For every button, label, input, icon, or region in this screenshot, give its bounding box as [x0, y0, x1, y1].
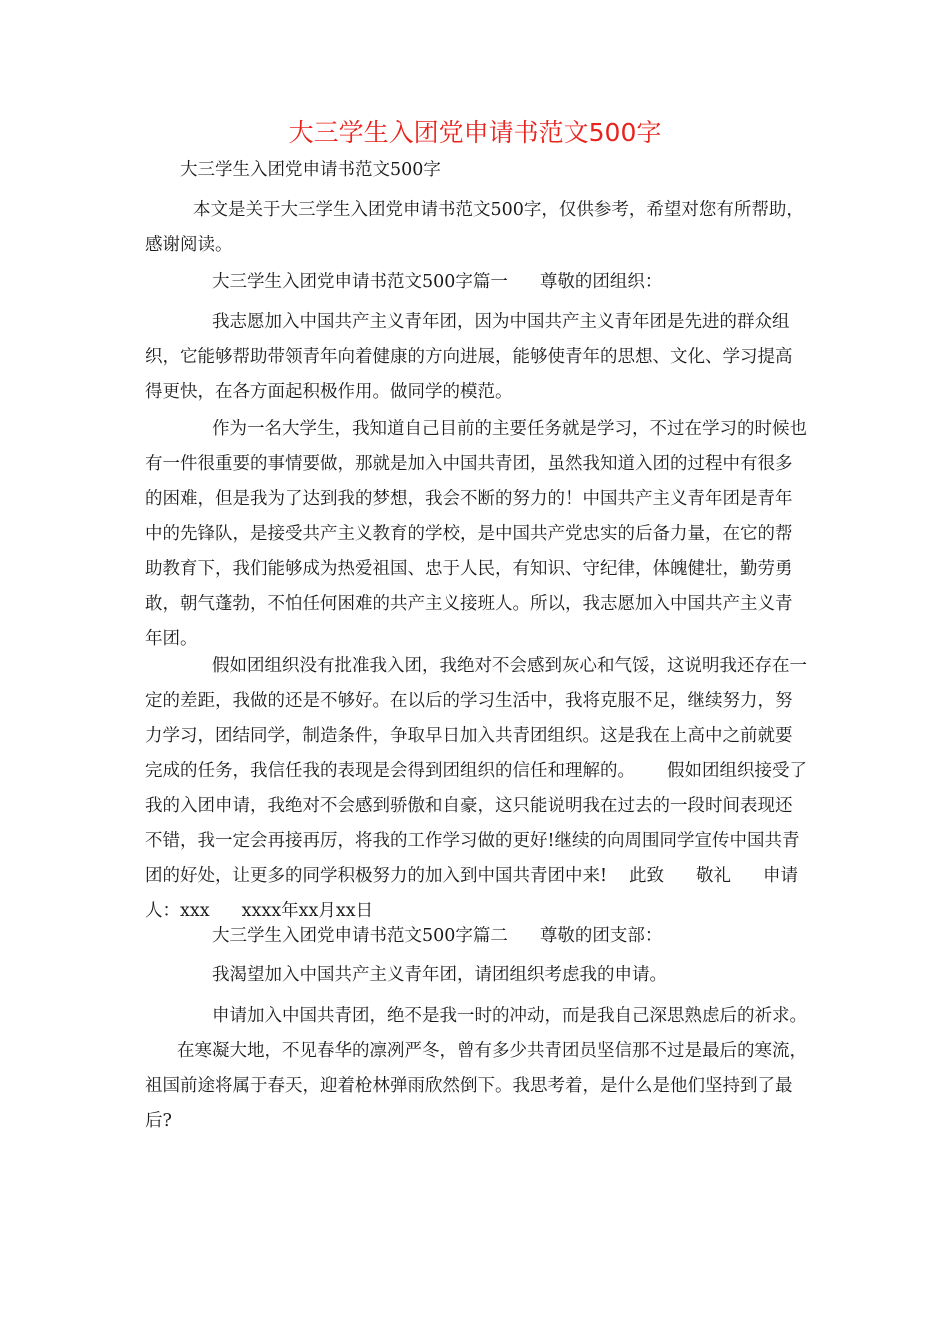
section2-paragraph-2a: 申请加入中国共青团，绝不是我一时的冲动，而是我自己深思熟虑后的祈求。: [212, 1006, 807, 1026]
section2-heading: 大三学生入团党申请书范文500字篇二: [212, 926, 508, 946]
section1-paragraph-3a: 假如团组织没有批准我入团，我绝对不会感到灰心和气馁，这说明我还存在一定的差距，我做的还是不够好。在以后的学习生活中，我将克服不足，继续努力，努力学习，团结同学，制造条件，争取早日加入共青团组织。这是我在上高中之前就要完成的任务，我信任我的表现是会得到团组织的信任和理解的。: [145, 656, 807, 781]
section1-heading: 大三学生入团党申请书范文500字篇一: [212, 272, 508, 292]
applicant: 申请人：xxx: [145, 866, 799, 921]
date: xxxx年xx月xx日: [241, 901, 374, 921]
section1-paragraph-3: [145, 649, 808, 929]
document-subtitle: 大三学生入团党申请书范文500字: [180, 160, 441, 180]
closing-2: 敬礼: [696, 866, 732, 886]
section2-paragraph-2: [145, 999, 808, 1139]
section1-paragraph-2: 作为一名大学生，我知道自己目前的主要任务就是学习，不过在学习的时候也有一件很重要的事情要做，那就是加入中国共青团，虽然我知道入团的过程中有很多的困难，但是我为了达到我的梦想，我会不断的努力的！中国共产主义青年团是青年中的先锋队，是接受共产主义教育的学校，是中国共产党忠实的后备力量，在它的帮助教育下，我们能够成为热爱祖国、忠于人民，有知识、守纪律，体魄健壮，勤劳勇敢，朝气蓬勃，不怕任何困难的共产主义接班人。所以，我志愿加入中国共产主义青年团。: [145, 419, 807, 649]
section1-paragraph-1: 我志愿加入中国共产主义青年团，因为中国共产主义青年团是先进的群众组织，它能够帮助带领青年向着健康的方向进展，能够使青年的思想、文化、学习提高得更快，在各方面起积极作用。做同学的模范。: [145, 312, 793, 402]
closing-1: 此致: [629, 866, 665, 886]
section2-heading-line: [145, 919, 808, 954]
section2-salutation: 尊敬的团支部：: [539, 926, 663, 946]
section2-paragraph-2b: 在寒凝大地，不见春华的凛冽严冬，曾有多少共青团员坚信那不过是最后的寒流，祖国前途将属于春天，迎着枪林弹雨欣然倒下。我思考着，是什么是他们坚持到了最后?: [145, 1041, 807, 1131]
section2-paragraph-1: 我渴望加入中国共产主义青年团，请团组织考虑我的申请。: [212, 965, 667, 985]
section1-heading-line: [145, 265, 808, 300]
document-title: 大三学生入团党申请书范文500字: [288, 118, 662, 147]
section1-paragraph-3b: 假如团组织接受了我的入团申请，我绝对不会感到骄傲和自豪，这只能说明我在过去的一段时间表现还不错，我一定会再接再厉，将我的工作学习做的更好!继续的向周围同学宣传中国共青团的好处，让更多的同学积极努力的加入到中国共青团中来!: [145, 761, 807, 886]
intro-paragraph: 本文是关于大三学生入团党申请书范文500字，仅供参考，希望对您有所帮助，感谢阅读。: [145, 200, 804, 255]
section1-salutation: 尊敬的团组织：: [539, 272, 663, 292]
